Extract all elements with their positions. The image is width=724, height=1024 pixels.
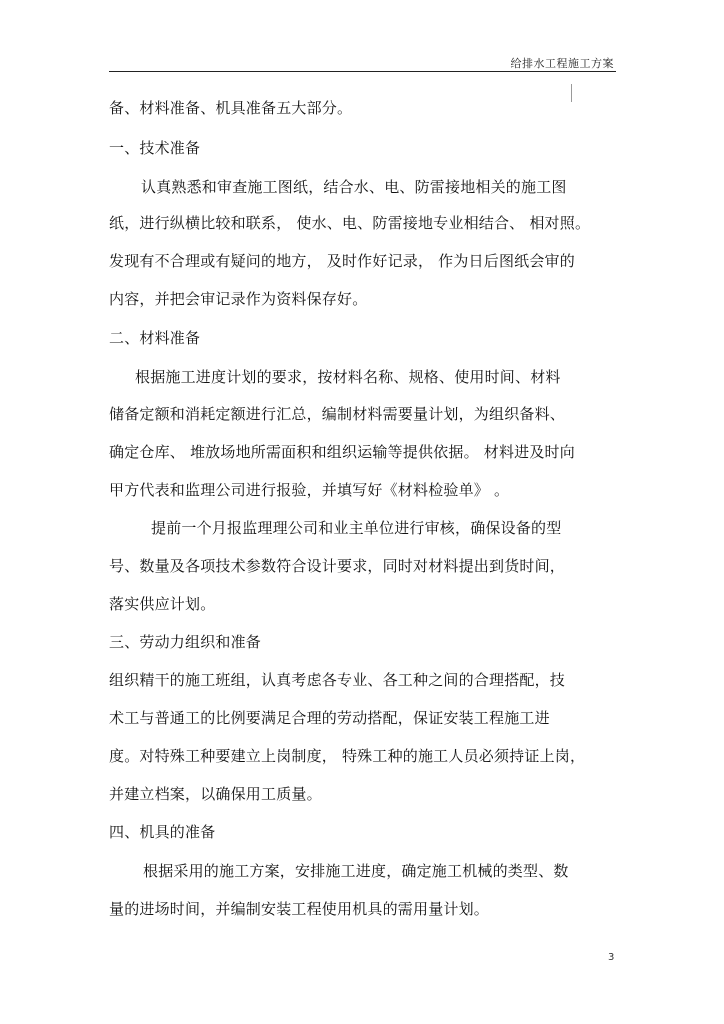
body-line: 并建立档案，以确保用工质量。 — [109, 785, 322, 803]
page-number: 3 — [608, 952, 615, 963]
body-line: 甲方代表和监理公司进行报验，并填写好《材料检验单》 。 — [109, 481, 510, 499]
body-line: 组织精干的施工班组，认真考虑各专业、各工种之间的合理搭配，技 — [109, 671, 566, 689]
body-line: 提前一个月报监理理公司和业主单位进行审核，确保设备的型 — [151, 519, 562, 537]
section-heading-materials: 二、材料准备 — [109, 329, 201, 347]
body-line: 确定仓库、 堆放场地所需面积和组织运输等提供依据。 材料进及时向 — [109, 443, 575, 461]
body-line: 号、数量及各项技术参数符合设计要求，同时对材料提出到货时间， — [109, 557, 566, 575]
body-line: 度。对特殊工种要建立上岗制度， 特殊工种的施工人员必须持证上岗， — [109, 747, 586, 765]
body-line: 储备定额和消耗定额进行汇总，编制材料需要量计划，为组织备料、 — [109, 405, 566, 423]
body-line: 备、材料准备、机具准备五大部分。 — [109, 99, 353, 117]
section-heading-labor: 三、劳动力组织和准备 — [109, 633, 262, 651]
margin-mark — [571, 84, 572, 102]
body-line: 内容，并把会审记录作为资料保存好。 — [109, 290, 368, 308]
body-line: 量的进场时间，并编制安装工程使用机具的需用量计划。 — [109, 900, 490, 918]
body-line: 认真熟悉和审查施工图纸，结合水、电、防雷接地相关的施工图 — [141, 178, 567, 196]
section-heading-technical: 一、技术准备 — [109, 139, 201, 157]
running-header-title: 给排水工程施工方案 — [510, 57, 614, 70]
section-heading-equipment: 四、机具的准备 — [109, 823, 216, 841]
body-line: 根据施工进度计划的要求，按材料名称、规格、使用时间、材料 — [135, 368, 561, 386]
body-line: 术工与普通工的比例要满足合理的劳动搭配，保证安装工程施工进 — [109, 709, 550, 727]
body-line: 根据采用的施工方案，安排施工进度，确定施工机械的类型、数 — [143, 862, 569, 880]
body-line: 落实供应计划。 — [109, 595, 216, 613]
header-divider — [109, 71, 616, 72]
body-line: 纸，进行纵横比较和联系， 使水、电、防雷接地专业相结合、 相对照。 — [109, 214, 591, 232]
body-line: 发现有不合理或有疑问的地方， 及时作好记录， 作为日后图纸会审的 — [109, 252, 575, 270]
